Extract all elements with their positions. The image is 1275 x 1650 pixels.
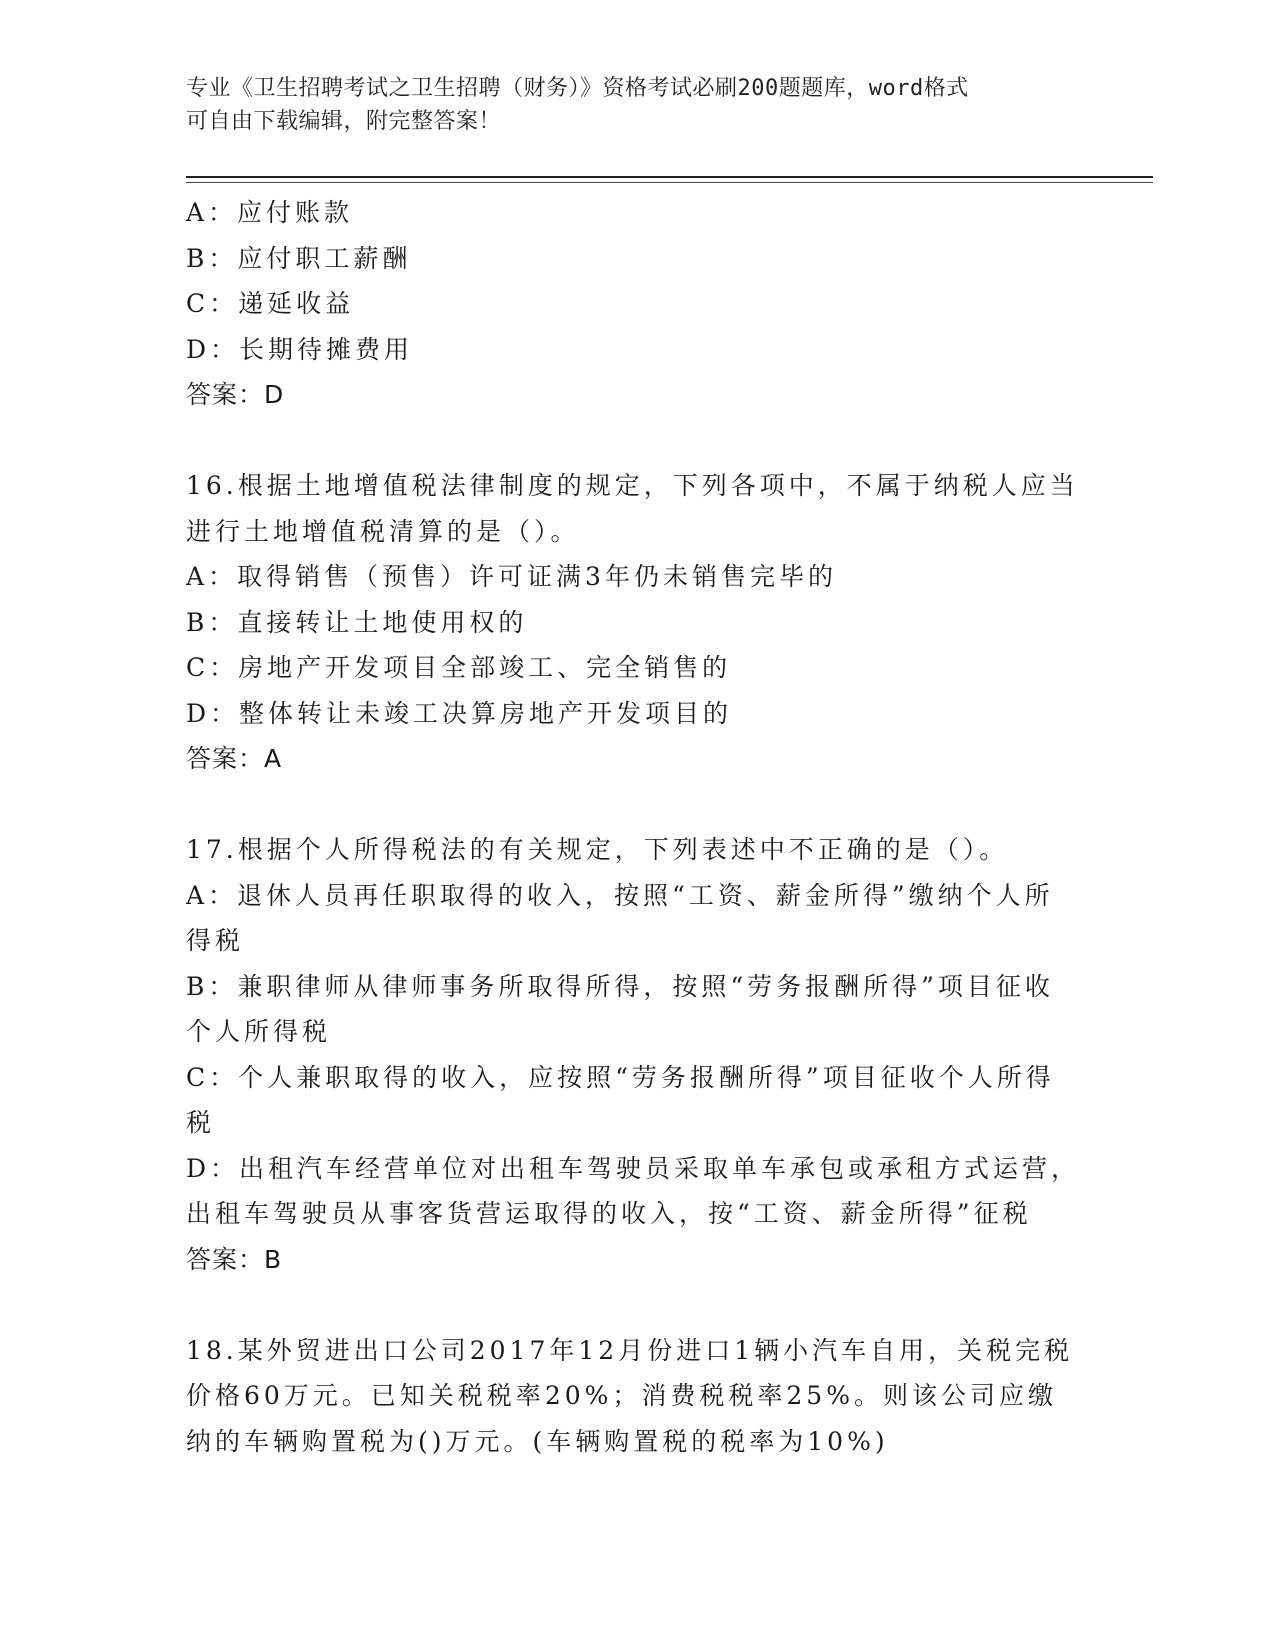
option-d: D：出租汽车经营单位对出租车驾驶员采取单车承包或承租方式运营， bbox=[186, 1153, 1081, 1183]
question-stem: 17.根据个人所得税法的有关规定，下列表述中不正确的是（）。 bbox=[186, 835, 1009, 864]
question-stem: 16.根据土地增值税法律制度的规定，下列各项中，不属于纳税人应当 bbox=[186, 471, 1079, 500]
option-b: B：兼职律师从律师事务所取得所得，按照“劳务报酬所得”项目征收 bbox=[186, 971, 1054, 1001]
question-stem: 进行土地增值税清算的是（）。 bbox=[186, 516, 580, 546]
header-line-2: 可自由下载编辑，附完整答案！ bbox=[186, 109, 502, 134]
option-d: D：整体转让未竣工决算房地产开发项目的 bbox=[186, 698, 733, 728]
question-18 bbox=[186, 1328, 1076, 1465]
option-c: C：房地产开发项目全部竣工、完全销售的 bbox=[186, 653, 732, 682]
option-a: A：退休人员再任职取得的收入，按照“工资、薪金所得”缴纳个人所 bbox=[186, 880, 1054, 910]
header-divider-thick bbox=[186, 176, 1153, 178]
question-list bbox=[186, 190, 1081, 1464]
answer: 答案：D bbox=[186, 380, 285, 409]
option-a-continued: 得税 bbox=[186, 926, 245, 955]
option-a: A：取得销售（预售）许可证满3年仍未销售完毕的 bbox=[186, 562, 837, 591]
option-c: C：个人兼职取得的收入，应按照“劳务报酬所得”项目征收个人所得 bbox=[186, 1062, 1055, 1092]
question-stem: 价格60万元。已知关税税率20%；消费税税率25%。则该公司应缴 bbox=[186, 1381, 1057, 1410]
answer: 答案：B bbox=[186, 1244, 283, 1274]
question-stem: 纳的车辆购置税为()万元。(车辆购置税的税率为10%) bbox=[186, 1426, 889, 1456]
option-b: B：直接转让土地使用权的 bbox=[186, 607, 528, 637]
question-stem: 18.某外贸进出口公司2017年12月份进口1辆小汽车自用，关税完税 bbox=[186, 1335, 1074, 1365]
document-header bbox=[186, 72, 1066, 138]
option-a: A：应付账款 bbox=[186, 198, 354, 227]
option-c-continued: 税 bbox=[186, 1108, 216, 1137]
option-d: D：长期待摊费用 bbox=[186, 334, 414, 364]
header-divider-thin bbox=[186, 182, 1153, 183]
option-d-continued: 出租车驾驶员从事客货营运取得的收入，按“工资、薪金所得”征税 bbox=[186, 1199, 1032, 1228]
option-b-continued: 个人所得税 bbox=[186, 1017, 332, 1046]
question-15 bbox=[186, 190, 1076, 418]
header-line-1: 专业《卫生招聘考试之卫生招聘（财务）》资格考试必刷200题题库，word格式 bbox=[186, 76, 969, 101]
answer: 答案：A bbox=[186, 744, 283, 773]
option-c: C：递延收益 bbox=[186, 289, 355, 318]
question-17 bbox=[186, 827, 1081, 1282]
option-b: B：应付职工薪酬 bbox=[186, 243, 412, 273]
question-16 bbox=[186, 463, 1079, 782]
